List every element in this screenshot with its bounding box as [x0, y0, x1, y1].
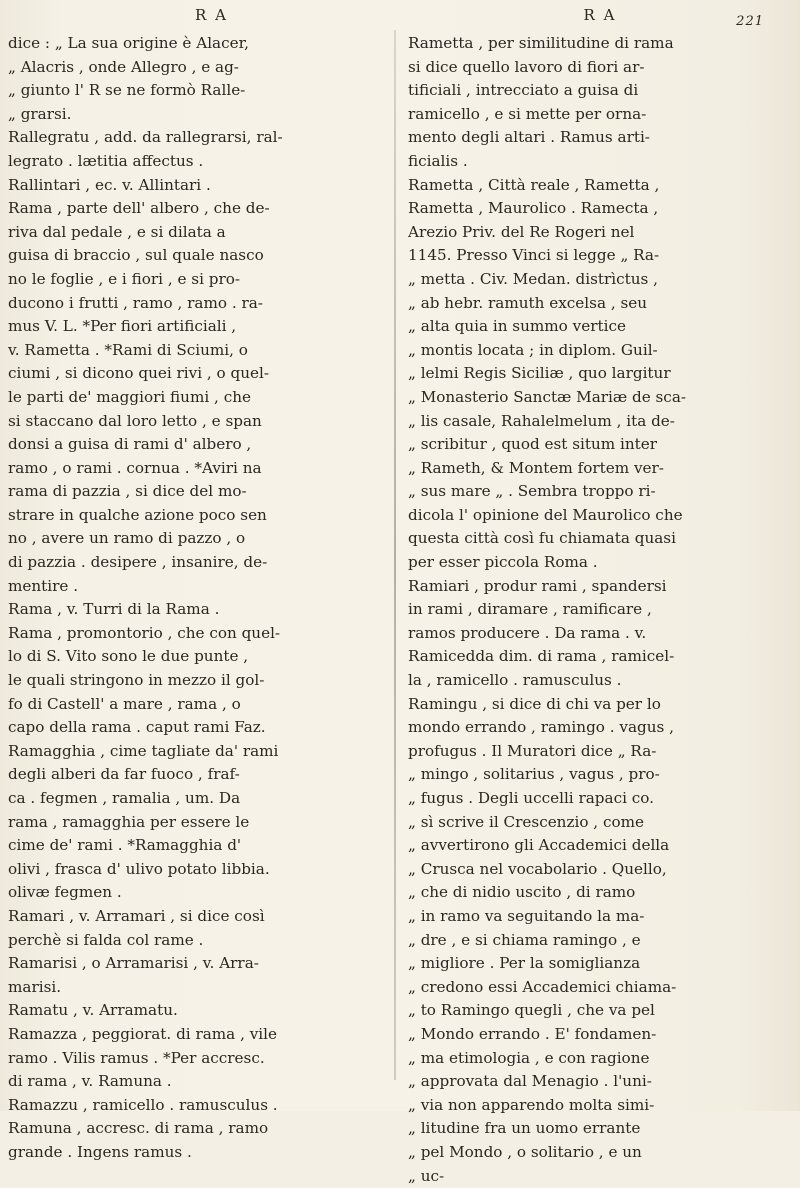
- text-line: „ Mondo errando . E' fondamen-: [408, 1023, 796, 1047]
- text-line: olivæ fegmen .: [8, 881, 388, 905]
- text-line: „ to Ramingo quegli , che va pel: [408, 999, 796, 1023]
- text-line: ramo . Vilis ramus . *Per accresc.: [8, 1047, 388, 1071]
- text-line: „ ma etimologia , e con ragione: [408, 1047, 796, 1071]
- text-line: Ramiari , produr rami , spandersi: [408, 575, 796, 599]
- text-line: mento degli altari . Ramus arti-: [408, 126, 796, 150]
- text-line: dice : „ La sua origine è Alacer,: [8, 32, 388, 56]
- text-line: „ giunto l' R se ne formò Ralle-: [8, 79, 388, 103]
- text-line: legrato . lætitia affectus .: [8, 150, 388, 174]
- text-line: Ramingu , si dice di chi va per lo: [408, 693, 796, 717]
- text-line: Arezio Priv. del Re Rogeri nel: [408, 221, 796, 245]
- right-column: [408, 32, 796, 1188]
- text-line: „ Alacris , onde Allegro , e ag-: [8, 56, 388, 80]
- text-line: Rametta , Maurolico . Ramecta ,: [408, 197, 796, 221]
- text-line: „ Crusca nel vocabolario . Quello,: [408, 858, 796, 882]
- text-line: Ramicedda dim. di rama , ramicel-: [408, 645, 796, 669]
- text-line: Ramazza , peggiorat. di rama , vile: [8, 1023, 388, 1047]
- text-line: mus V. L. *Per fiori artificiali ,: [8, 315, 388, 339]
- text-line: „ montis locata ; in diplom. Guil-: [408, 339, 796, 363]
- text-line: rama di pazzia , si dice del mo-: [8, 480, 388, 504]
- text-line: Ramarisi , o Arramarisi , v. Arra-: [8, 952, 388, 976]
- text-line: cime de' rami . *Ramagghia d': [8, 834, 388, 858]
- text-line: profugus . Il Muratori dice „ Ra-: [408, 740, 796, 764]
- text-line: „ alta quia in summo vertice: [408, 315, 796, 339]
- text-line: si staccano dal loro letto , e span: [8, 410, 388, 434]
- text-line: ficialis .: [408, 150, 796, 174]
- text-line: ramos producere . Da rama . v.: [408, 622, 796, 646]
- text-line: di pazzia . desipere , insanire, de-: [8, 551, 388, 575]
- text-line: v. Rametta . *Rami di Sciumi, o: [8, 339, 388, 363]
- text-line: „ mingo , solitarius , vagus , pro-: [408, 763, 796, 787]
- text-line: „ migliore . Per la somiglianza: [408, 952, 796, 976]
- text-line: capo della rama . caput rami Faz.: [8, 716, 388, 740]
- text-line: Rama , promontorio , che con quel-: [8, 622, 388, 646]
- text-line: Rametta , per similitudine di rama: [408, 32, 796, 56]
- text-line: Ramazzu , ramicello . ramusculus .: [8, 1094, 388, 1118]
- text-line: Ramari , v. Arramari , si dice così: [8, 905, 388, 929]
- text-line: ducono i frutti , ramo , ramo . ra-: [8, 292, 388, 316]
- text-line: perchè si falda col rame .: [8, 929, 388, 953]
- text-line: di rama , v. Ramuna .: [8, 1070, 388, 1094]
- text-line: „ sì scrive il Crescenzio , come: [408, 811, 796, 835]
- text-line: 1145. Presso Vinci si legge „ Ra-: [408, 244, 796, 268]
- text-line: si dice quello lavoro di fiori ar-: [408, 56, 796, 80]
- text-line: „ lis casale, Rahalelmelum , ita de-: [408, 410, 796, 434]
- text-line: no , avere un ramo di pazzo , o: [8, 527, 388, 551]
- text-line: „ dre , e si chiama ramingo , e: [408, 929, 796, 953]
- text-line: „ avvertirono gli Accademici della: [408, 834, 796, 858]
- text-line: Rama , parte dell' albero , che de-: [8, 197, 388, 221]
- text-line: „ approvata dal Menagio . l'uni-: [408, 1070, 796, 1094]
- text-line: „ fugus . Degli uccelli rapaci co.: [408, 787, 796, 811]
- text-line: „ Monasterio Sanctæ Mariæ de sca-: [408, 386, 796, 410]
- text-line: per esser piccola Roma .: [408, 551, 796, 575]
- text-line: ciumi , si dicono quei rivi , o quel-: [8, 362, 388, 386]
- text-line: questa città così fu chiamata quasi: [408, 527, 796, 551]
- text-line: degli alberi da far fuoco , fraf-: [8, 763, 388, 787]
- text-line: fo di Castell' a mare , rama , o: [8, 693, 388, 717]
- text-line: dicola l' opinione del Maurolico che: [408, 504, 796, 528]
- text-line: la , ramicello . ramusculus .: [408, 669, 796, 693]
- text-line: ca . fegmen , ramalia , um. Da: [8, 787, 388, 811]
- text-line: Ramatu , v. Arramatu.: [8, 999, 388, 1023]
- text-line: mentire .: [8, 575, 388, 599]
- text-line: „ credono essi Accademici chiama-: [408, 976, 796, 1000]
- text-line: grande . Ingens ramus .: [8, 1141, 388, 1165]
- text-line: „ sus mare „ . Sembra troppo ri-: [408, 480, 796, 504]
- text-line: „ pel Mondo , o solitario , e un: [408, 1141, 796, 1165]
- text-line: no le foglie , e i fiori , e si pro-: [8, 268, 388, 292]
- text-line: olivi , frasca d' ulivo potato libbia.: [8, 858, 388, 882]
- text-line: „ uc-: [408, 1165, 796, 1188]
- text-line: rama , ramagghia per essere le: [8, 811, 388, 835]
- text-line: Rametta , Città reale , Rametta ,: [408, 174, 796, 198]
- text-line: „ in ramo va seguitando la ma-: [408, 905, 796, 929]
- text-line: Rallintari , ec. v. Allintari .: [8, 174, 388, 198]
- running-head-right: R A: [400, 6, 800, 34]
- text-line: donsi a guisa di rami d' albero ,: [8, 433, 388, 457]
- text-line: „ Rameth, & Montem fortem ver-: [408, 457, 796, 481]
- text-line: mondo errando , ramingo . vagus ,: [408, 716, 796, 740]
- text-line: Rama , v. Turri di la Rama .: [8, 598, 388, 622]
- left-column: [8, 32, 388, 1165]
- text-line: Ramuna , accresc. di rama , ramo: [8, 1117, 388, 1141]
- text-line: „ scribitur , quod est situm inter: [408, 433, 796, 457]
- text-line: ramicello , e si mette per orna-: [408, 103, 796, 127]
- text-line: Rallegratu , add. da rallegrarsi, ral-: [8, 126, 388, 150]
- text-line: le parti de' maggiori fiumi , che: [8, 386, 388, 410]
- text-line: „ grarsi.: [8, 103, 388, 127]
- text-line: riva dal pedale , e si dilata a: [8, 221, 388, 245]
- text-line: in rami , diramare , ramificare ,: [408, 598, 796, 622]
- text-line: strare in qualche azione poco sen: [8, 504, 388, 528]
- page-number: 221: [736, 14, 764, 29]
- text-line: „ lelmi Regis Siciliæ , quo largitur: [408, 362, 796, 386]
- text-line: le quali stringono in mezzo il gol-: [8, 669, 388, 693]
- text-line: „ litudine fra un uomo errante: [408, 1117, 796, 1141]
- text-line: „ metta . Civ. Medan. distrìctus ,: [408, 268, 796, 292]
- text-line: ramo , o rami . cornua . *Aviri na: [8, 457, 388, 481]
- text-line: „ via non apparendo molta simi-: [408, 1094, 796, 1118]
- text-line: tificiali , intrecciato a guisa di: [408, 79, 796, 103]
- text-line: guisa di braccio , sul quale nasco: [8, 244, 388, 268]
- text-line: „ ab hebr. ramuth excelsa , seu: [408, 292, 796, 316]
- running-head-left: R A: [0, 6, 383, 34]
- text-line: lo di S. Vito sono le due punte ,: [8, 645, 388, 669]
- text-line: Ramagghia , cime tagliate da' rami: [8, 740, 388, 764]
- text-line: „ che di nidio uscito , di ramo: [408, 881, 796, 905]
- column-gutter: [394, 30, 396, 1080]
- text-line: marisi.: [8, 976, 388, 1000]
